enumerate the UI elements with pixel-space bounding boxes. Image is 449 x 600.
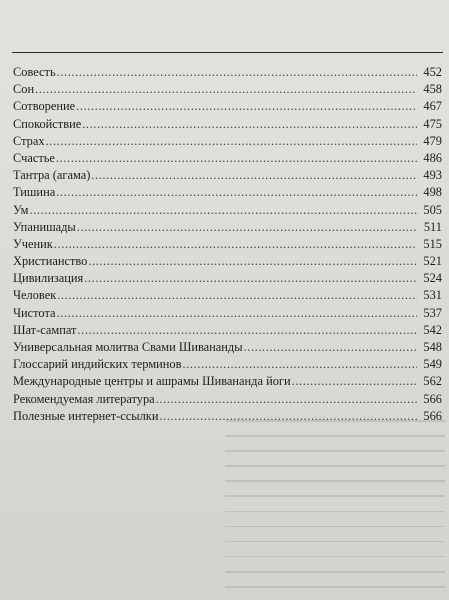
toc-entry [13,81,444,98]
show-through-text [225,420,445,600]
toc-entry-page-number: 562 [423,374,442,389]
toc-entry [13,253,444,270]
dot-leader [84,270,417,287]
toc-entry-page-number: 531 [423,288,442,303]
dot-leader [88,253,417,270]
dot-leader [77,219,417,236]
dot-leader [54,236,417,253]
toc-entry [13,184,444,201]
toc-entry-title: Человек [13,288,57,303]
dot-leader [57,305,417,322]
dot-leader [77,322,417,339]
toc-entry-page-number: 566 [423,391,442,406]
toc-entry [13,219,444,236]
toc-entry-title: Международные центры и ашрамы Шивананда йоги [13,374,291,389]
dot-leader [35,81,417,98]
toc-entry-title: Сон [13,82,35,97]
toc-entry-title: Глоссарий индийских терминов [13,357,182,372]
toc-entry [13,287,444,304]
dot-leader [56,150,417,167]
toc-entry-title: Страх [13,133,45,148]
toc-entry-page-number: 493 [423,168,442,183]
toc-entry [13,408,444,425]
toc-entry-title: Счастье [13,150,55,165]
toc-entry-page-number: 537 [423,305,442,320]
toc-entry [13,202,444,219]
toc-entry [13,64,444,81]
toc-entry-title: Христианство [13,254,88,269]
toc-entry-title: Универсальная молитва Свами Шивананды [13,340,243,354]
toc-entry-title: Упанишады [13,219,76,234]
toc-entry [13,167,444,184]
toc-entry-title: Рекомендуемая литература [13,391,155,406]
toc-entry-page-number: 452 [423,65,442,79]
dot-leader [182,356,417,373]
toc-entry-title: Сотворение [13,99,76,114]
toc-entry-title: Полезные интернет-ссылки [13,408,159,423]
toc-entry [13,339,444,356]
toc-entry-page-number: 505 [423,202,442,217]
dot-leader [30,202,417,219]
toc-entry-title: Тантра (агама) [13,168,91,183]
toc-entry-page-number: 479 [423,133,442,148]
dot-leader [156,391,417,408]
toc-entry-title: Ученик [13,236,53,251]
dot-leader [91,167,417,184]
toc-entry-page-number: 548 [423,340,442,354]
toc-entry-title: Тишина [13,185,56,200]
toc-entry-title: Цивилизация [13,271,84,286]
toc-entry-title: Чистота [13,305,56,320]
toc-entry [13,391,444,408]
toc-entry [13,150,444,167]
toc-entry [13,133,444,150]
toc-entry-page-number: 549 [423,357,442,372]
toc-entry [13,98,444,115]
toc-entry [13,356,444,373]
toc-entry-page-number: 458 [423,82,442,97]
toc-entry-page-number: 521 [423,254,442,269]
dot-leader [76,98,417,115]
header-rule [12,52,443,53]
dot-leader [57,287,417,304]
toc-entry-page-number: 498 [423,185,442,200]
toc-entry-page-number: 486 [423,150,442,165]
dot-leader [82,116,417,133]
toc-entry [13,116,444,133]
toc-entry [13,305,444,322]
toc-entry [13,322,444,339]
toc-entry-page-number: 524 [423,271,442,286]
dot-leader [46,133,417,150]
dot-leader [244,339,417,356]
dot-leader [292,373,417,390]
toc-entry-page-number: 467 [423,99,442,114]
dot-leader [57,64,417,81]
toc-entry-page-number: 542 [423,322,442,337]
toc-entry [13,270,444,287]
dot-leader [56,184,417,201]
toc-entry-title: Ум [13,202,29,217]
toc-entry-page-number: 511 [423,219,442,234]
toc-entry-title: Шат-сампат [13,322,77,337]
toc-entry-page-number: 566 [423,408,442,423]
toc-entry [13,373,444,390]
toc-entry-page-number: 475 [423,116,442,131]
dot-leader [159,408,417,425]
table-of-contents [13,64,444,425]
toc-entry-title: Совесть [13,65,56,79]
toc-entry-title: Спокойствие [13,116,82,131]
toc-entry-page-number: 515 [423,236,442,251]
toc-entry [13,236,444,253]
